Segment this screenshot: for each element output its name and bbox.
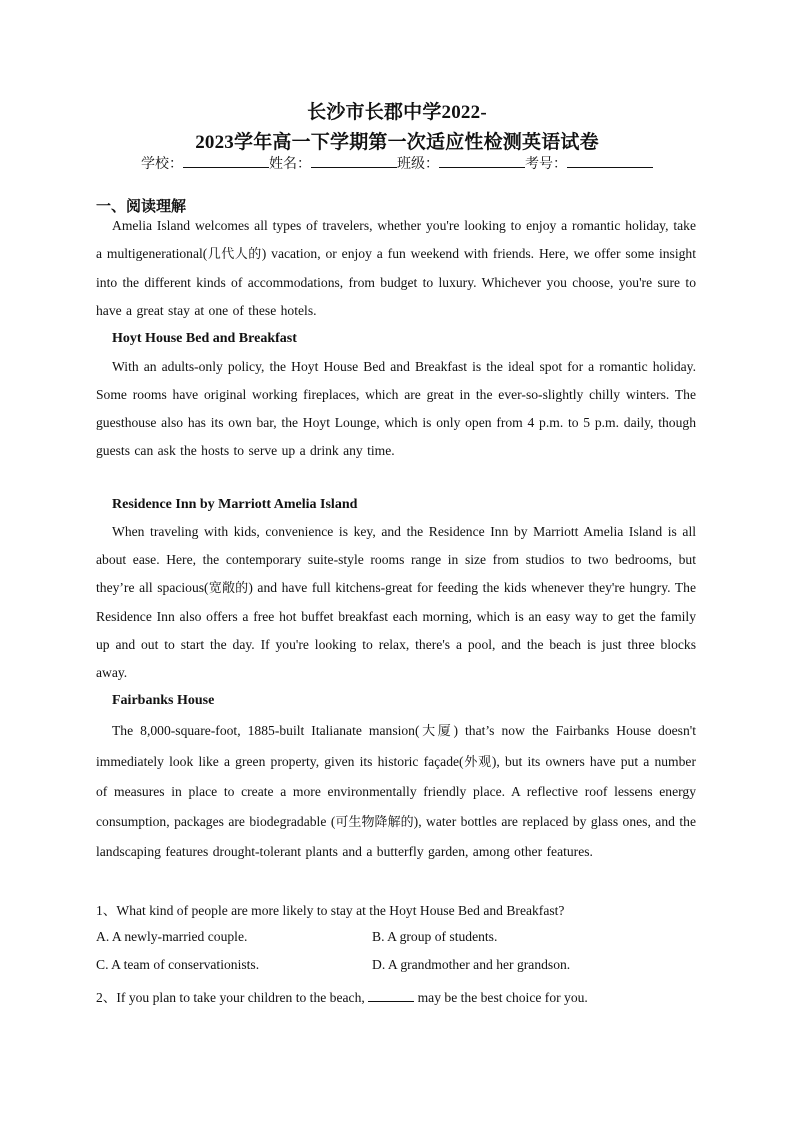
question-1-option-a[interactable]: A. A newly-married couple. xyxy=(96,929,248,944)
hotel1-heading: Hoyt House Bed and Breakfast xyxy=(112,331,297,346)
hotel2-text-2: ) and have full kitchens-great for feeding the kids whenever they're hungry. The Residence Inn also offers a free hot buffet breakfast each morning, which is an easy way to get the family up and out to start the day. If you're looking to relax, there's a pool, and the beach is just three blocks away. xyxy=(96,580,696,680)
question-2-text-before: 2、If you plan to take your children to the beach, xyxy=(96,990,365,1005)
exam-title-line1: 长沙市长郡中学2022- xyxy=(307,102,487,123)
question-2-answer-blank[interactable] xyxy=(368,989,414,1002)
hotel3-paragraph xyxy=(96,716,696,867)
intro-gloss-1: 几代人的 xyxy=(207,247,262,262)
question-1-option-c[interactable]: C. A team of conservationists. xyxy=(96,957,260,972)
hotel3-gloss-1: 大厦 xyxy=(419,724,454,739)
question-1-option-b[interactable]: B. A group of students. xyxy=(372,929,498,944)
exam-number-blank[interactable] xyxy=(567,154,653,168)
question-1-stem: 1、What kind of people are more likely to stay at the Hoyt House Bed and Breakfast? xyxy=(96,903,565,918)
hotel1-paragraph: With an adults-only policy, the Hoyt House Bed and Breakfast is the ideal spot for a romantic holiday. Some rooms have original working fireplaces, which are great in the ever-so-slightly chilly winters. The guesthouse also has its own bar, the Hoyt Lounge, which is only open from 4 p.m. to 5 p.m. daily, though guests can ask the hosts to serve up a drink any time. xyxy=(96,359,696,458)
hotel2-gloss-1: 宽敞的 xyxy=(208,581,249,596)
hotel3-gloss-3: 可生物降解的 xyxy=(335,814,414,830)
intro-text-2: ) vacation, or enjoy a fun weekend with friends. Here, we offer some insight into the different kinds of accommodations, from budget to luxury. Whichever you choose, you're sure to have a great stay at one of these hotels. xyxy=(96,246,696,318)
name-label: 姓名： xyxy=(269,156,311,172)
exam-title-line2: 2023学年高一下学期第一次适应性检测英语试卷 xyxy=(195,132,599,153)
hotel3-heading: Fairbanks House xyxy=(112,693,215,708)
hotel2-text-1: When traveling with kids, convenience is key, and the Residence Inn by Marriott Amelia Island is all about ease. Here, the contemporary suite-style rooms range in size from studios to two bedrooms, but they’re all spacious( xyxy=(96,524,696,595)
class-blank[interactable] xyxy=(439,154,525,168)
section-title: 一、阅读理解 xyxy=(96,197,187,215)
intro-text-1: Amelia Island welcomes all types of travelers, whether you're looking to enjoy a romantic holiday, take a multigenerational( xyxy=(96,218,696,261)
hotel3-gloss-2: 外观 xyxy=(463,754,492,770)
student-info-row xyxy=(0,153,794,173)
question-2-text-after: may be the best choice for you. xyxy=(417,990,588,1005)
hotel2-paragraph xyxy=(96,518,696,687)
school-label: 学校： xyxy=(141,156,183,172)
question-1-option-d[interactable]: D. A grandmother and her grandson. xyxy=(372,957,571,972)
hotel2-heading: Residence Inn by Marriott Amelia Island xyxy=(112,497,358,512)
question-2-stem xyxy=(96,986,588,1006)
hotel3-text-2: ) that’s now the Fairbanks House doesn't immediately look like a green property, given its historic façade( xyxy=(96,723,696,769)
name-blank[interactable] xyxy=(311,154,397,168)
intro-paragraph xyxy=(96,212,696,325)
hotel3-text-1: The 8,000-square-foot, 1885-built Italianate mansion( xyxy=(112,723,420,738)
class-label: 班级： xyxy=(397,156,439,172)
exam-number-label: 考号： xyxy=(525,156,567,172)
hotel3-text-3: ), but its owners have put a number of measures in place to create a more environmentally friendly place. A reflective roof lessens energy consumption, packages are biodegradable ( xyxy=(96,753,696,829)
school-blank[interactable] xyxy=(183,154,269,168)
hotel3-text-4: ), water bottles are replaced by glass ones, and the landscaping features drought-tolerant plants and a butterfly garden, among other features. xyxy=(96,813,696,859)
